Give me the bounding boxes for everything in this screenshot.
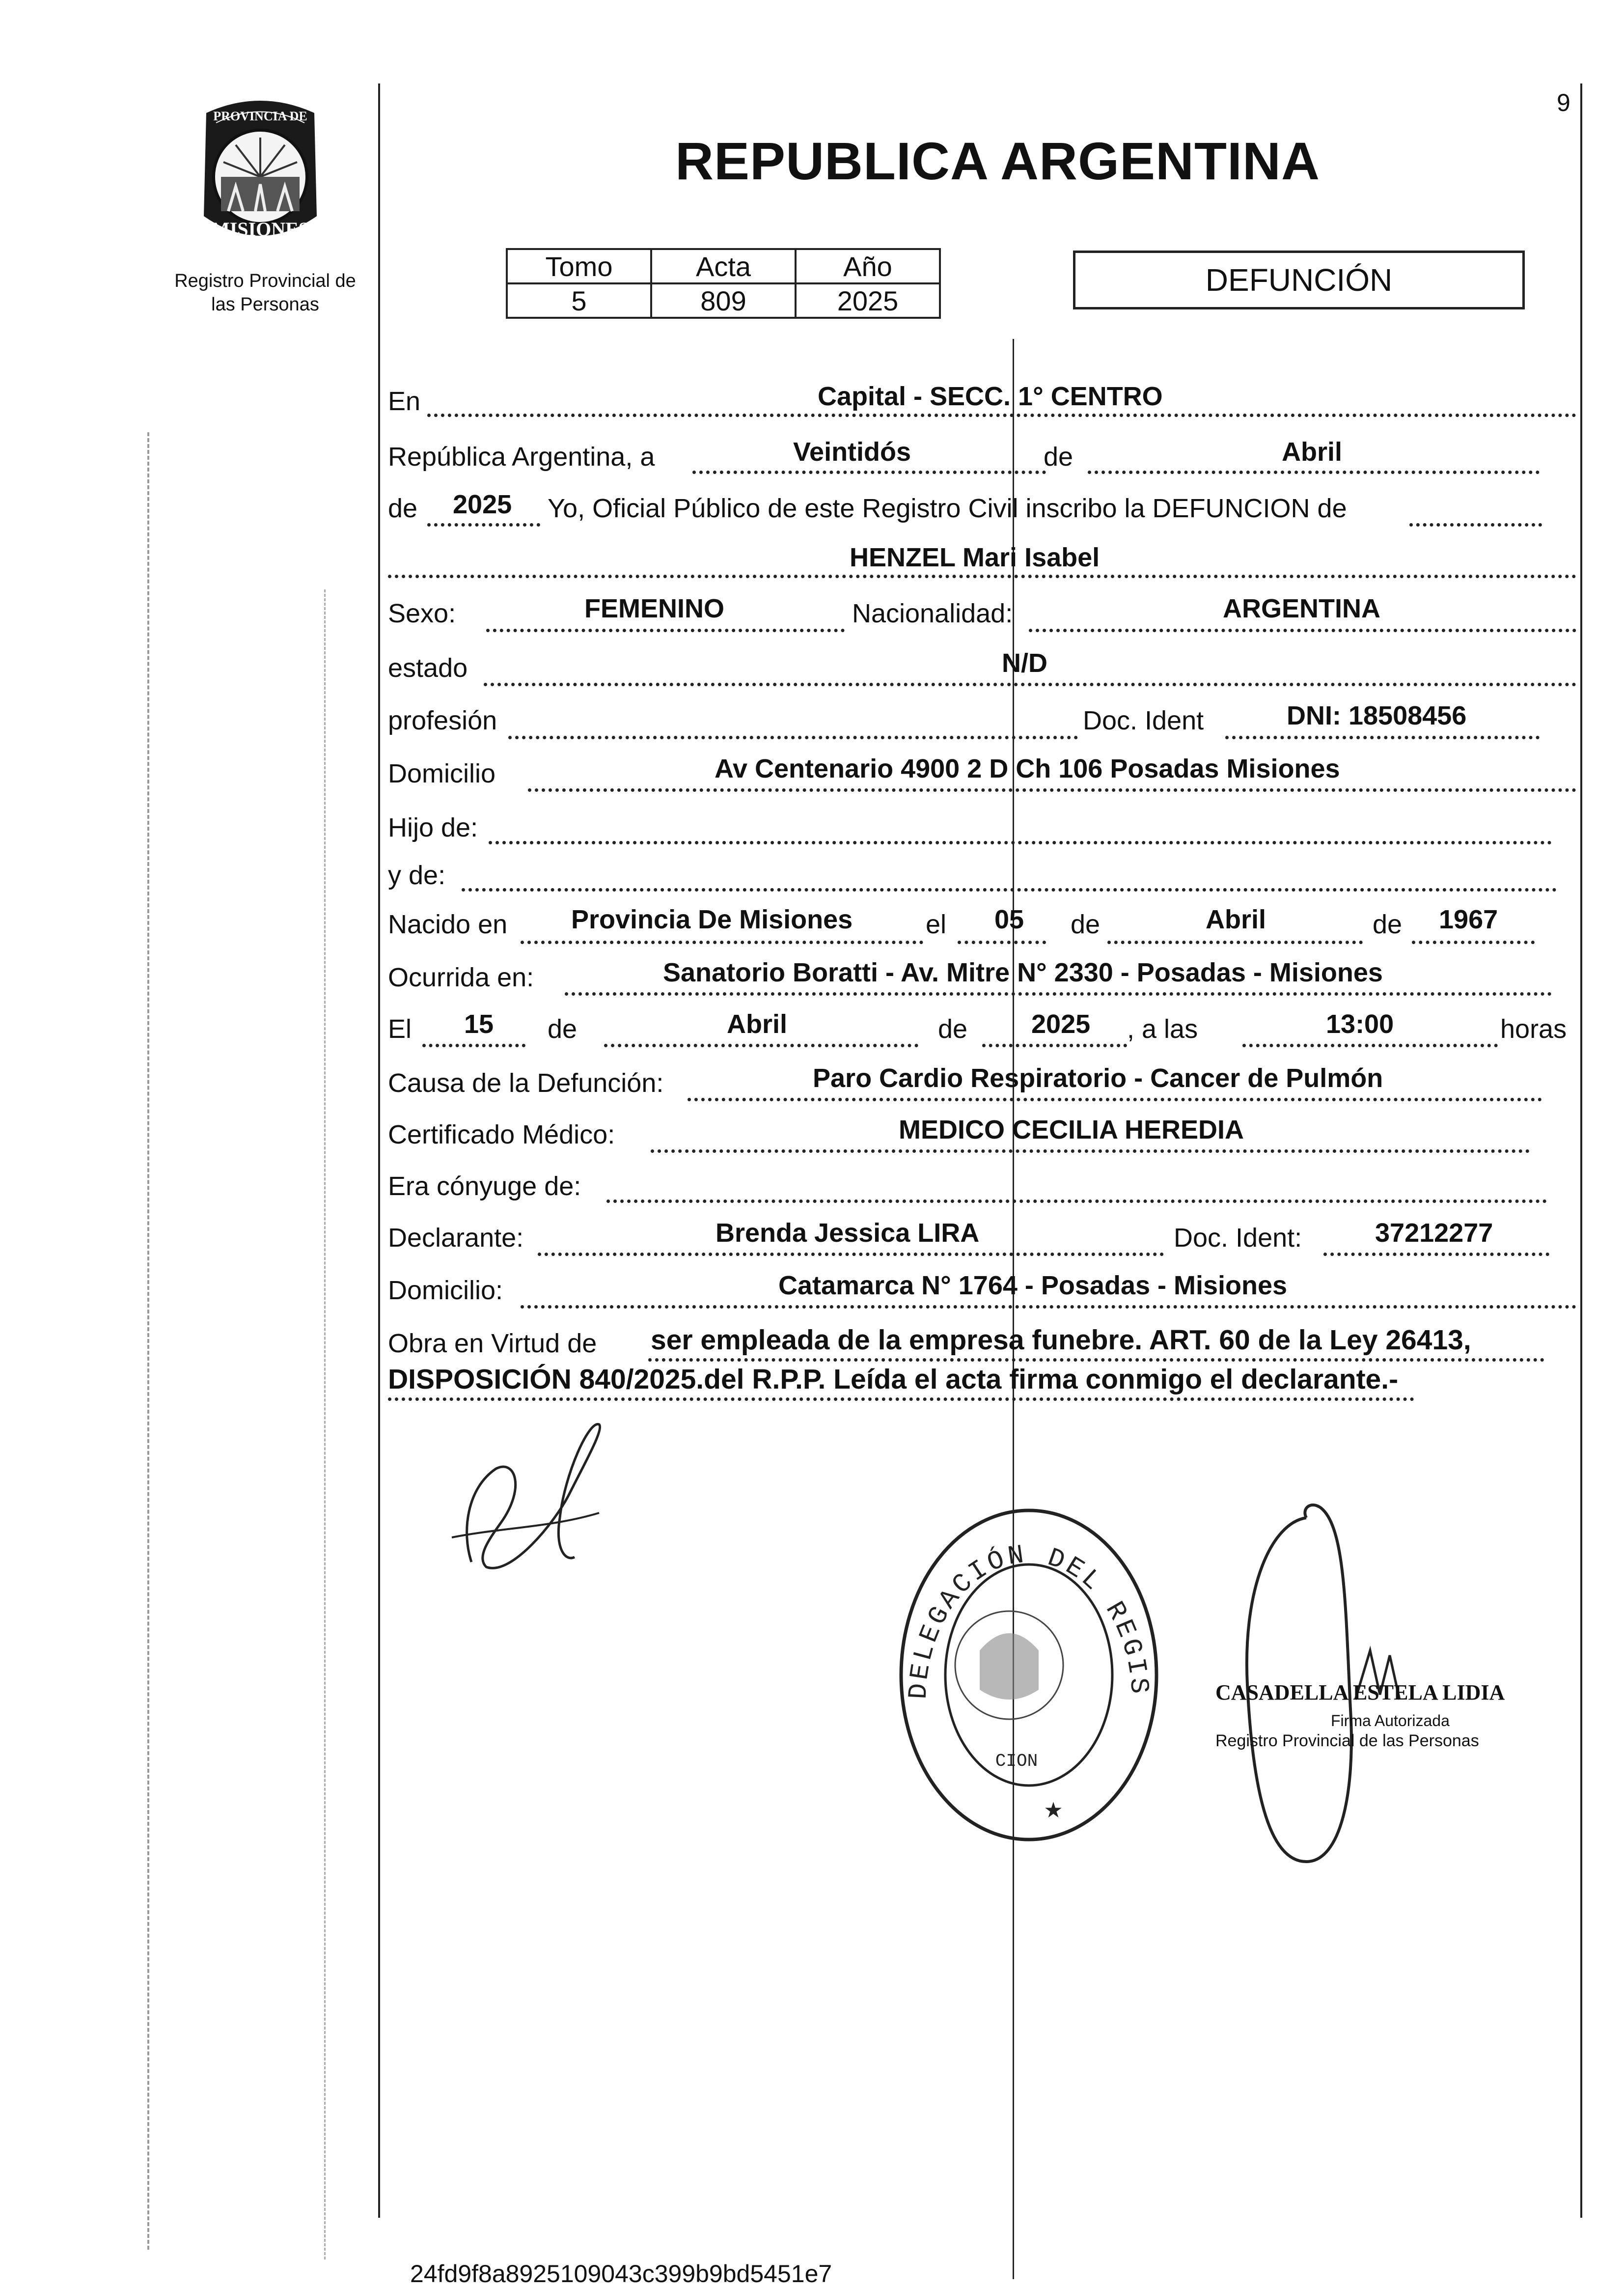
stamp-registry-text: Registro Provincial de las Personas <box>1215 1731 1479 1750</box>
left-border-line <box>378 84 380 2218</box>
birth-day-line <box>958 941 1046 944</box>
nacido-value: Provincia De Misiones <box>571 905 853 934</box>
right-border-line <box>1580 84 1582 2218</box>
hijo-line <box>489 841 1552 844</box>
certificado-line <box>651 1149 1530 1153</box>
domicilio-value: Av Centenario 4900 2 D Ch 106 Posadas Misiones <box>715 754 1340 783</box>
domicilio-line <box>528 788 1576 792</box>
profesion-label: profesión <box>388 706 497 735</box>
declarante-value: Brenda Jessica LIRA <box>716 1218 980 1248</box>
page-title: REPUBLICA ARGENTINA <box>675 131 1320 191</box>
table-value-anio: 2025 <box>796 283 940 318</box>
doc-line <box>1225 736 1540 739</box>
deceased-name: HENZEL Mari Isabel <box>850 543 1100 572</box>
declarante-line <box>538 1253 1164 1256</box>
obra-label: Obra en Virtud de <box>388 1329 597 1358</box>
doc-label: Doc. Ident <box>1083 706 1204 735</box>
oficial-line <box>1409 523 1542 527</box>
birth-el-label: el <box>926 910 947 939</box>
certificado-label: Certificado Médico: <box>388 1120 615 1149</box>
table-value-acta: 809 <box>651 283 796 318</box>
svg-text:MISIONES: MISIONES <box>211 218 310 240</box>
svg-text:★: ★ <box>1044 1798 1063 1822</box>
ocurrida-line <box>565 992 1552 996</box>
hijo-label: Hijo de: <box>388 813 478 842</box>
act-type: DEFUNCIÓN <box>1205 262 1393 298</box>
sexo-value: FEMENINO <box>584 594 725 623</box>
declarant-signature <box>442 1415 619 1587</box>
stamp-role <box>1331 1712 1450 1730</box>
certificado-value: MEDICO CECILIA HEREDIA <box>899 1115 1244 1144</box>
year-de-label: de <box>388 494 418 523</box>
table-header-tomo: Tomo <box>507 249 651 283</box>
nacionalidad-line <box>1029 629 1576 632</box>
sexo-line <box>486 629 845 632</box>
obra-value-2: DISPOSICIÓN 840/2025.del R.P.P. Leída el acta firma conmigo el declarante.- <box>388 1364 1399 1395</box>
stamp-name-text: CASADELLA ESTELA LIDIA <box>1215 1680 1505 1704</box>
profesion-line <box>508 736 1078 739</box>
registry-seal <box>891 1503 1166 1847</box>
stamp-name <box>1215 1680 1505 1705</box>
conyuge-line <box>606 1200 1547 1203</box>
province-logo <box>187 93 334 260</box>
margin-marks-2 <box>324 589 335 2260</box>
estado-line <box>484 683 1576 686</box>
estado-value: N/D <box>1002 648 1047 678</box>
decl-domicilio-label: Domicilio: <box>388 1276 503 1305</box>
declarante-doc-value: 37212277 <box>1375 1218 1493 1248</box>
ocurrida-value: Sanatorio Boratti - Av. Mitre N° 2330 - Posadas - Misiones <box>663 958 1383 987</box>
nacido-line <box>521 941 923 944</box>
death-day: 15 <box>464 1009 494 1039</box>
declarante-label: Declarante: <box>388 1223 524 1253</box>
birth-month: Abril <box>1206 905 1266 934</box>
conyuge-label: Era cónyuge de: <box>388 1172 581 1201</box>
declarante-doc-label: Doc. Ident: <box>1174 1223 1302 1253</box>
obra-line-1 <box>648 1358 1544 1362</box>
stamp-registry <box>1215 1731 1479 1751</box>
birth-day: 05 <box>994 905 1024 934</box>
obra-line-2 <box>388 1397 1414 1401</box>
nacionalidad-label: Nacionalidad: <box>852 599 1013 628</box>
document-hash: 24fd9f8a8925109043c399b9bd5451e7 <box>410 2260 832 2288</box>
death-time: 13:00 <box>1326 1009 1394 1039</box>
stamp-role-text: Firma Autorizada <box>1331 1712 1450 1730</box>
republica-label: República Argentina, a <box>388 442 655 472</box>
ocurrida-label: Ocurrida en: <box>388 963 534 992</box>
decl-domicilio-line <box>521 1305 1576 1309</box>
seal-bottom-text: CION <box>995 1751 1038 1771</box>
y-de-line <box>462 888 1557 892</box>
domicilio-label: Domicilio <box>388 759 496 788</box>
year-value: 2025 <box>453 490 512 519</box>
a-las-label: , a las <box>1127 1014 1198 1044</box>
doc-value: DNI: 18508456 <box>1287 701 1467 730</box>
margin-marks <box>147 432 159 2250</box>
day-text: Veintidós <box>793 437 911 467</box>
birth-de1-label: de <box>1071 910 1101 939</box>
decl-domicilio-value: Catamarca N° 1764 - Posadas - Misiones <box>778 1271 1288 1300</box>
birth-year-line <box>1412 941 1535 944</box>
month-line <box>1088 471 1540 474</box>
month-de-label: de <box>1044 442 1073 472</box>
causa-value: Paro Cardio Respiratorio - Cancer de Pulmón <box>813 1063 1383 1093</box>
death-day-line <box>422 1044 525 1047</box>
estado-label: estado <box>388 653 468 683</box>
death-month: Abril <box>727 1009 788 1039</box>
nacionalidad-value: ARGENTINA <box>1223 594 1380 623</box>
en-label: En <box>388 387 421 416</box>
register-table <box>506 248 941 319</box>
birth-de2-label: de <box>1373 910 1403 939</box>
death-year-line <box>982 1044 1127 1047</box>
center-crease-line <box>1013 339 1014 2279</box>
sexo-label: Sexo: <box>388 599 456 628</box>
y-de-label: y de: <box>388 861 446 890</box>
birth-year: 1967 <box>1439 905 1498 934</box>
table-value-tomo: 5 <box>507 283 651 318</box>
en-value: Capital - SECC. 1° CENTRO <box>818 382 1163 411</box>
oficial-text: Yo, Oficial Público de este Registro Civil inscribo la DEFUNCION de <box>548 494 1347 523</box>
year-line <box>427 523 540 527</box>
declarante-doc-line <box>1323 1253 1549 1256</box>
en-line <box>427 414 1576 417</box>
death-el-label: El <box>388 1014 412 1044</box>
day-line <box>692 471 1046 474</box>
act-type-box <box>1073 251 1525 309</box>
month-text: Abril <box>1282 437 1343 467</box>
nacido-label: Nacido en <box>388 910 508 939</box>
table-header-acta: Acta <box>651 249 796 283</box>
death-de2-label: de <box>938 1014 968 1044</box>
birth-month-line <box>1107 941 1363 944</box>
registry-label: Registro Provincial de las Personas <box>174 271 356 315</box>
page-number: 9 <box>1557 89 1570 116</box>
obra-value-1: ser empleada de la empresa funebre. ART. 60 de la Ley 26413, <box>651 1324 1471 1356</box>
death-time-line <box>1242 1044 1498 1047</box>
death-month-line <box>604 1044 918 1047</box>
svg-text:DELEGACIÓN DEL REGISTRO DE LAS: DELEGACIÓN DEL REGIS <box>904 1540 1154 1700</box>
horas-label: horas <box>1500 1014 1567 1044</box>
causa-line <box>688 1098 1542 1101</box>
table-header-anio: Año <box>796 249 940 283</box>
death-de1-label: de <box>548 1014 578 1044</box>
causa-label: Causa de la Defunción: <box>388 1068 664 1098</box>
name-line <box>388 575 1576 578</box>
death-year: 2025 <box>1031 1009 1091 1039</box>
svg-text:PROVINCIA DE: PROVINCIA DE <box>213 109 307 123</box>
